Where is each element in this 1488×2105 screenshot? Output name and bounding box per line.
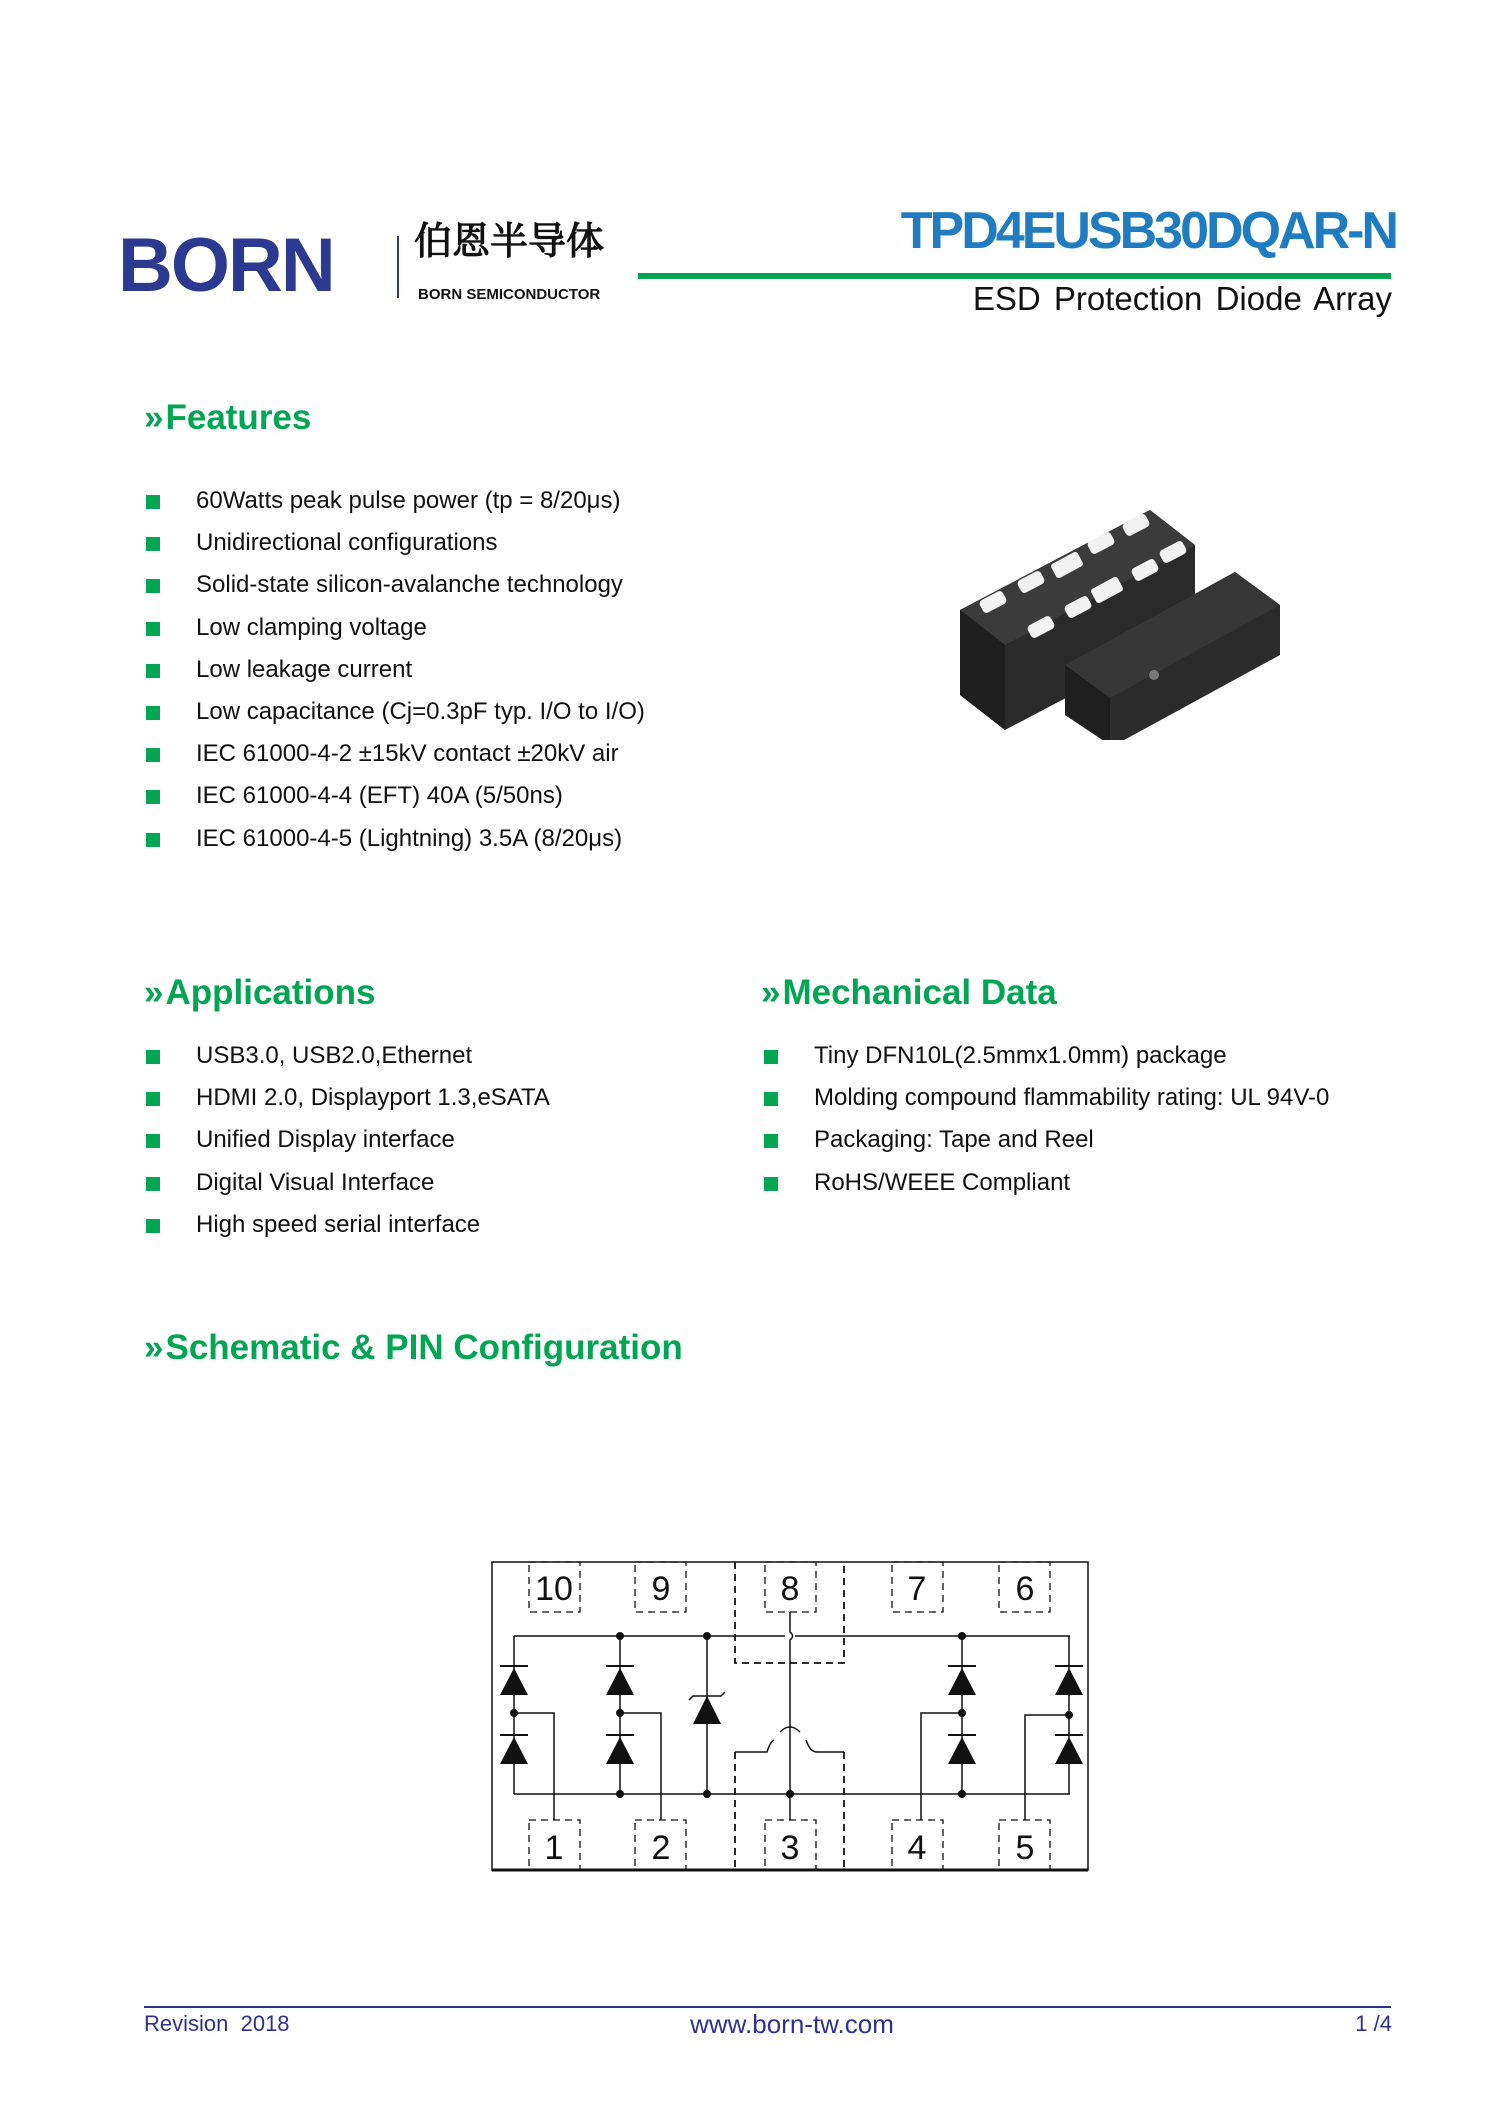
- list-item: [146, 528, 746, 570]
- list-item: [764, 1168, 1384, 1210]
- pin-label-7: 7: [907, 1570, 927, 1608]
- list-item: [146, 824, 746, 866]
- logo-chinese-name: 伯恩半导体: [414, 219, 605, 263]
- bullet-square-icon: [146, 1134, 160, 1148]
- bullet-square-icon: [146, 537, 160, 551]
- list-item: [146, 1041, 706, 1083]
- part-number-title: TPD4EUSB30DQAR-N: [900, 202, 1396, 260]
- bullet-square-icon: [146, 495, 160, 509]
- logo-subtitle: BORN SEMICONDUCTOR: [418, 286, 601, 303]
- list-item: [146, 1210, 706, 1252]
- revision-label: Revision 2018: [144, 2011, 290, 2036]
- applications-heading-text: Applications: [165, 973, 376, 1012]
- pin-label-3: 3: [780, 1829, 800, 1867]
- list-item: [764, 1083, 1384, 1125]
- list-item: [146, 655, 746, 697]
- list-item-text: Molding compound flammability rating: UL 94V-0: [814, 1084, 1330, 1112]
- bullet-square-icon: [146, 833, 160, 847]
- list-item-text: USB3.0, USB2.0,Ethernet: [196, 1042, 473, 1069]
- logo-separator: [397, 236, 399, 298]
- list-item-text: Packaging: Tape and Reel: [814, 1126, 1094, 1154]
- list-item: [146, 781, 746, 823]
- applications-list: [146, 1041, 706, 1252]
- bullet-square-icon: [764, 1092, 778, 1106]
- list-item-text: Low clamping voltage: [196, 613, 427, 641]
- chevron-right-icon: »: [144, 398, 164, 437]
- schematic-heading: [144, 1330, 683, 1365]
- pin-label-8: 8: [780, 1570, 800, 1608]
- chevron-right-icon: »: [761, 973, 781, 1012]
- pin-label-10: 10: [535, 1570, 573, 1608]
- schematic-diagram: [490, 1560, 1090, 1872]
- bullet-square-icon: [146, 579, 160, 593]
- pin-label-6: 6: [1015, 1570, 1035, 1608]
- list-item-text: High speed serial interface: [196, 1210, 481, 1238]
- list-item: [146, 486, 746, 528]
- list-item-text: Unidirectional configurations: [196, 529, 498, 557]
- list-item-text: HDMI 2.0, Displayport 1.3,eSATA: [196, 1084, 550, 1112]
- features-heading-text: Features: [165, 398, 312, 437]
- list-item-text: Digital Visual Interface: [196, 1168, 435, 1196]
- schematic-heading-text: Schematic & PIN Configuration: [165, 1328, 683, 1367]
- pin-label-1: 1: [544, 1829, 564, 1867]
- product-type: ESD Protection Diode Array: [972, 280, 1392, 317]
- bullet-square-icon: [146, 1050, 160, 1064]
- list-item: [146, 1168, 706, 1210]
- list-item-text: Unified Display interface: [196, 1126, 455, 1154]
- bullet-square-icon: [764, 1050, 778, 1064]
- list-item: [146, 1125, 706, 1167]
- pin-label-9: 9: [651, 1570, 671, 1608]
- list-item: [764, 1125, 1384, 1167]
- bullet-square-icon: [146, 1219, 160, 1233]
- bullet-square-icon: [146, 622, 160, 636]
- list-item: [146, 1083, 706, 1125]
- bullet-square-icon: [146, 1177, 160, 1191]
- mechanical-data-list: [764, 1041, 1384, 1210]
- logo-brand: BORN: [118, 223, 334, 308]
- bullet-square-icon: [146, 790, 160, 804]
- applications-heading: [144, 975, 376, 1010]
- bullet-square-icon: [764, 1177, 778, 1191]
- pin-label-2: 2: [651, 1829, 671, 1867]
- list-item-text: IEC 61000-4-5 (Lightning) 3.5A (8/20μs): [196, 824, 623, 852]
- list-item-text: 60Watts peak pulse power (tp = 8/20μs): [196, 487, 621, 514]
- list-item: [764, 1041, 1384, 1083]
- wiring: [514, 1612, 1070, 1820]
- list-item: [146, 697, 746, 739]
- list-item-text: Solid-state silicon-avalanche technology: [196, 571, 623, 599]
- features-list: [146, 486, 746, 866]
- page-number: 1 /4: [1355, 2011, 1392, 2036]
- bullet-square-icon: [146, 664, 160, 678]
- list-item-text: IEC 61000-4-2 ±15kV contact ±20kV air: [196, 740, 619, 768]
- chevron-right-icon: »: [144, 1328, 164, 1367]
- header-divider: [638, 273, 1391, 279]
- list-item: [146, 739, 746, 781]
- pin-label-5: 5: [1015, 1829, 1035, 1867]
- bullet-square-icon: [146, 1092, 160, 1106]
- features-heading: [144, 400, 311, 435]
- tvs-diodes: [500, 1665, 1083, 1764]
- mechanical-data-heading: [761, 975, 1057, 1010]
- pin-label-4: 4: [907, 1829, 927, 1867]
- website-link[interactable]: www.born-tw.com: [690, 2009, 894, 2039]
- list-item-text: Low capacitance (Cj=0.3pF typ. I/O to I/O): [196, 697, 645, 725]
- list-item-text: Low leakage current: [196, 655, 413, 683]
- junction-dots: [510, 1632, 1073, 1798]
- mechanical-heading-text: Mechanical Data: [782, 973, 1057, 1012]
- bullet-square-icon: [764, 1134, 778, 1148]
- list-item-text: RoHS/WEEE Compliant: [814, 1168, 1071, 1196]
- bullet-square-icon: [146, 748, 160, 762]
- list-item-text: Tiny DFN10L(2.5mmx1.0mm) package: [814, 1042, 1227, 1069]
- bullet-square-icon: [146, 706, 160, 720]
- chevron-right-icon: »: [144, 973, 164, 1012]
- dfn10-package-image: [940, 490, 1310, 740]
- list-item: [146, 570, 746, 612]
- list-item: [146, 613, 746, 655]
- list-item-text: IEC 61000-4-4 (EFT) 40A (5/50ns): [196, 782, 563, 810]
